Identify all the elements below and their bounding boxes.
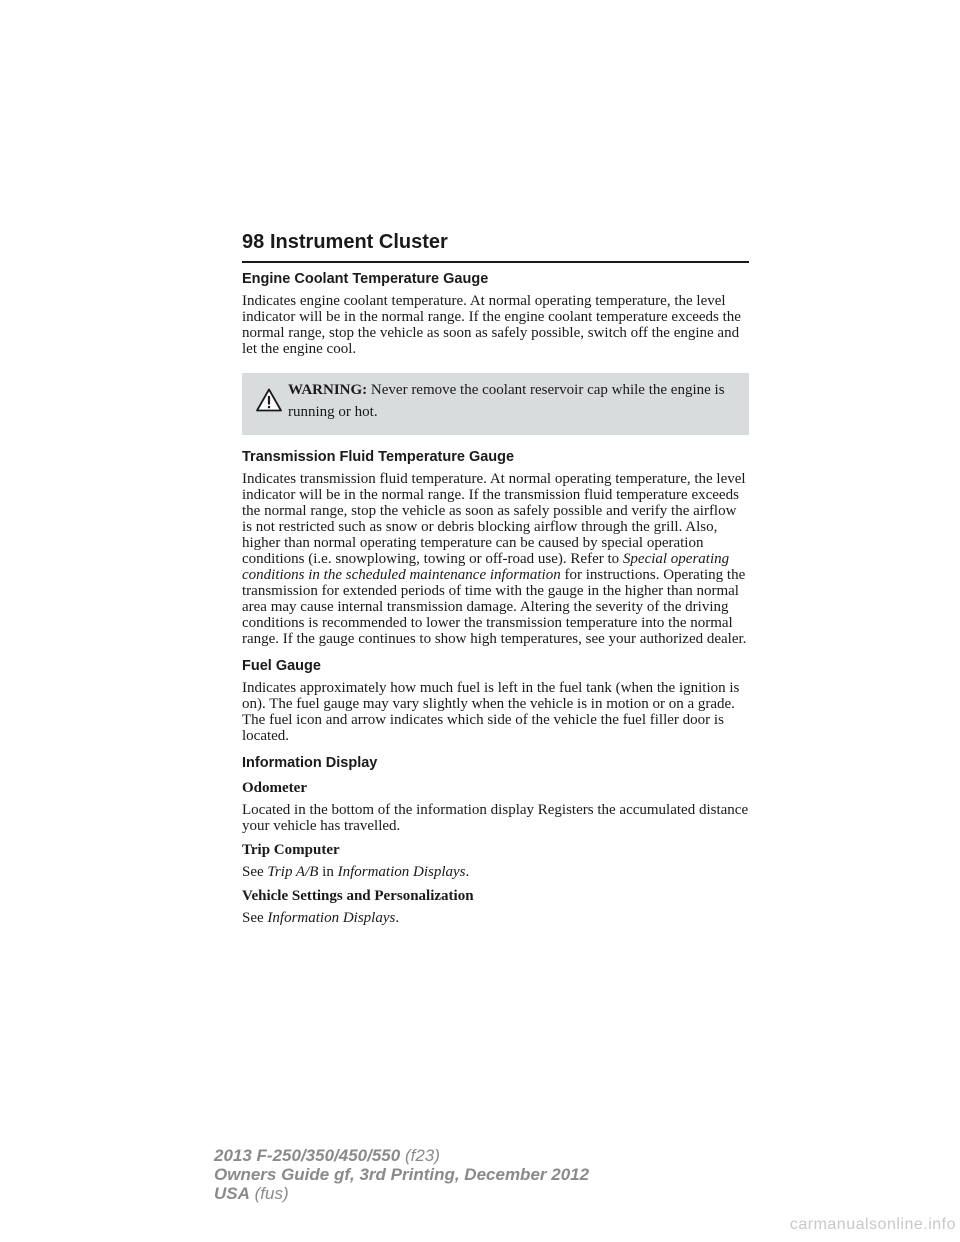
section-title-information-display: Information Display: [242, 755, 378, 771]
warning-message: Never remove the coolant reservoir cap while the engine is running or hot.: [288, 382, 725, 420]
subsection-body-vehicle-settings: See Information Displays.: [242, 910, 400, 926]
section-title-transmission: Transmission Fluid Temperature Gauge: [242, 449, 515, 465]
section-body-coolant: Indicates engine coolant temperature. At normal operating temperature, the level indicator will be in the normal range. If the engine coolant temperature exceeds the normal range, stop the vehicle as soon as safely possible, switch off the engine and let the engine cool.: [242, 293, 741, 357]
subsection-title-trip-computer: Trip Computer: [242, 842, 340, 858]
subsection-body-odometer: Located in the bottom of the information display Registers the accumulated distance your vehicle has travelled.: [242, 802, 749, 834]
cross-reference-information-displays: Information Displays: [337, 864, 466, 880]
cross-reference-trip-ab: Trip A/B: [267, 864, 319, 880]
subsection-body-trip-computer: See Trip A/B in Information Displays.: [242, 864, 470, 880]
subsection-title-odometer: Odometer: [242, 780, 307, 796]
page-footer: [214, 1146, 589, 1203]
warning-triangle-icon: [256, 388, 282, 412]
footer-line-model: 2013 F-250/350/450/550 (f23): [214, 1146, 440, 1165]
cross-reference-information-displays-2: Information Displays: [267, 910, 396, 926]
page-number: 98: [242, 231, 265, 253]
chapter-title: Instrument Cluster: [270, 231, 448, 253]
warning-box: [242, 373, 749, 435]
warning-label: WARNING:: [288, 382, 368, 398]
section-body-transmission: Indicates transmission fluid temperature. At normal operating temperature, the level indicator will be in the normal range. If the transmission fluid temperature exceeds the normal range, stop the vehicle as soon as safely possible and verify the airflow is not restricted such as snow or debris blocking airflow through the grill. Also, higher than normal operating temperature can be caused by special operation conditions (i.e. snowplowing, towing or off-road use). Refer to Special operating conditions in the scheduled maintenance information for instructions. Operating the transmission for extended periods of time with the gauge in the higher than normal area may cause internal transmission damage. Altering the severity of the driving conditions is recommended to lower the transmission temperature into the normal range. If the gauge continues to show high temperatures, see your authorized dealer.: [242, 471, 747, 647]
footer-line-market: USA (fus): [214, 1184, 289, 1203]
warning-text: [288, 379, 728, 423]
section-body-fuel: Indicates approximately how much fuel is left in the fuel tank (when the ignition is on). The fuel gauge may vary slightly when the vehicle is in motion or on a grade. The fuel icon and arrow indicates which side of the vehicle the fuel filler door is located.: [242, 680, 740, 744]
page-content: [242, 270, 749, 926]
section-title-fuel: Fuel Gauge: [242, 658, 321, 674]
footer-line-edition: Owners Guide gf, 3rd Printing, December 2012: [214, 1165, 590, 1184]
subsection-title-vehicle-settings: Vehicle Settings and Personalization: [242, 888, 474, 904]
page-header: [242, 231, 749, 263]
cross-reference-special-conditions: Special operating conditions in the scheduled maintenance information: [242, 551, 730, 583]
section-title-coolant: Engine Coolant Temperature Gauge: [242, 271, 489, 287]
watermark: carmanualsonline.info: [789, 1216, 956, 1233]
